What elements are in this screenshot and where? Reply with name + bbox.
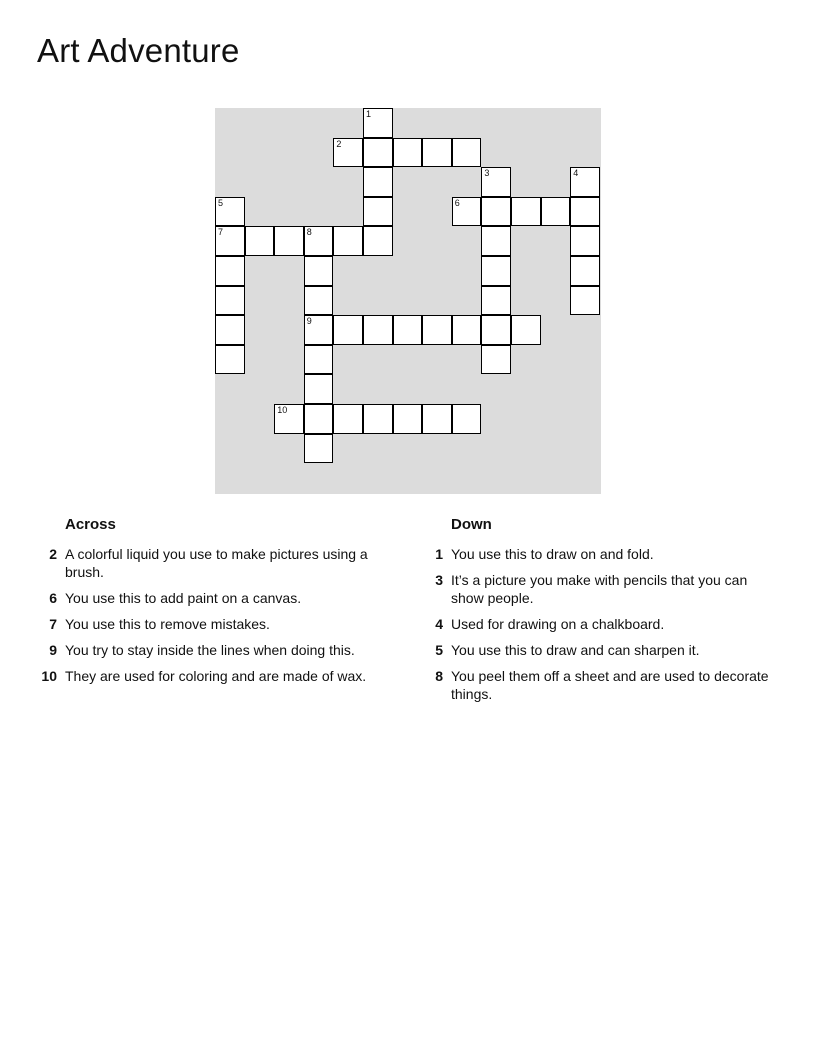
grid-cell[interactable] xyxy=(363,315,393,345)
grid-cell[interactable] xyxy=(304,345,334,375)
grid-cell[interactable] xyxy=(363,226,393,256)
down-clues xyxy=(423,516,783,711)
clue-number: 7 xyxy=(218,227,224,238)
across-heading: Across xyxy=(65,516,116,533)
grid-cell[interactable] xyxy=(570,256,600,286)
grid-cell[interactable] xyxy=(422,315,452,345)
grid-cell[interactable] xyxy=(363,108,393,138)
clue-number: 10 xyxy=(277,405,288,415)
clue-number: 3 xyxy=(484,168,490,179)
grid-cell[interactable] xyxy=(304,434,334,464)
clue-number: 4 xyxy=(573,168,579,179)
clue-number: 2 xyxy=(336,138,342,149)
clue-text: You use this to add paint on a canvas. xyxy=(65,590,302,606)
grid-cell[interactable] xyxy=(333,404,363,434)
grid-cell[interactable] xyxy=(215,345,245,375)
clue-number: 2 xyxy=(49,546,57,562)
grid-cell[interactable] xyxy=(481,256,511,286)
grid-cell[interactable] xyxy=(304,286,334,316)
grid-cell[interactable] xyxy=(393,404,423,434)
crossword-grid xyxy=(215,108,601,494)
page-title: Art Adventure xyxy=(37,32,240,69)
grid-cell[interactable] xyxy=(452,404,482,434)
grid-cell[interactable] xyxy=(452,315,482,345)
grid-cell[interactable] xyxy=(481,286,511,316)
grid-cell[interactable] xyxy=(481,345,511,375)
grid-cell[interactable] xyxy=(452,138,482,168)
grid-cell[interactable] xyxy=(274,404,304,434)
grid-cell[interactable] xyxy=(570,226,600,256)
across-clue xyxy=(37,545,387,581)
across-clues xyxy=(37,516,387,693)
clue-number: 4 xyxy=(435,616,443,632)
across-clue xyxy=(37,615,387,633)
across-clue xyxy=(37,667,387,685)
grid-cell[interactable] xyxy=(422,138,452,168)
across-clue xyxy=(37,641,387,659)
clue-text: Used for drawing on a chalkboard. xyxy=(451,616,665,632)
clue-number: 8 xyxy=(435,668,443,684)
clue-text: A colorful liquid you use to make pictures using a brush. xyxy=(65,546,368,580)
clue-number: 10 xyxy=(41,668,57,684)
grid-cell[interactable] xyxy=(333,315,363,345)
clue-text: They are used for coloring and are made of wax. xyxy=(65,668,367,684)
grid-cell[interactable] xyxy=(363,197,393,227)
grid-cell[interactable] xyxy=(333,226,363,256)
grid-cell[interactable] xyxy=(481,197,511,227)
grid-cell[interactable] xyxy=(215,226,245,256)
grid-cell[interactable] xyxy=(215,197,245,227)
clue-number: 5 xyxy=(218,197,224,208)
down-clue xyxy=(423,667,783,703)
grid-cell[interactable] xyxy=(363,138,393,168)
grid-cell[interactable] xyxy=(363,167,393,197)
down-clue xyxy=(423,615,783,633)
clue-number: 9 xyxy=(49,642,57,658)
clue-number: 6 xyxy=(49,590,57,606)
clue-number: 6 xyxy=(454,197,460,208)
grid-cell[interactable] xyxy=(304,226,334,256)
grid-cell[interactable] xyxy=(541,197,571,227)
grid-cell[interactable] xyxy=(304,315,334,345)
grid-cell[interactable] xyxy=(511,315,541,345)
grid-cell[interactable] xyxy=(215,286,245,316)
clue-number: 9 xyxy=(306,316,312,327)
grid-cell[interactable] xyxy=(393,138,423,168)
grid-cell[interactable] xyxy=(422,404,452,434)
across-clue xyxy=(37,589,387,607)
clue-number: 7 xyxy=(49,616,57,632)
down-clue xyxy=(423,571,783,607)
grid-cell[interactable] xyxy=(245,226,275,256)
down-heading: Down xyxy=(451,516,492,533)
clue-text: You peel them off a sheet and are used to decorate things. xyxy=(451,668,769,702)
down-clue xyxy=(423,641,783,659)
grid-cell[interactable] xyxy=(215,315,245,345)
across-clue-list xyxy=(37,545,387,685)
clue-text: You use this to draw on and fold. xyxy=(451,546,654,562)
clue-text: You use this to remove mistakes. xyxy=(65,616,270,632)
grid-cell[interactable] xyxy=(304,404,334,434)
grid-cell[interactable] xyxy=(481,315,511,345)
grid-cell[interactable] xyxy=(363,404,393,434)
grid-cell[interactable] xyxy=(570,197,600,227)
clue-text: You try to stay inside the lines when doing this. xyxy=(65,642,355,658)
grid-cell[interactable] xyxy=(304,256,334,286)
clue-number: 3 xyxy=(435,572,443,588)
clue-text: It’s a picture you make with pencils that you can show people. xyxy=(451,572,748,606)
grid-cell[interactable] xyxy=(274,226,304,256)
clue-number: 1 xyxy=(366,109,372,119)
clue-number: 5 xyxy=(435,642,443,658)
grid-cell[interactable] xyxy=(570,286,600,316)
grid-cell[interactable] xyxy=(304,374,334,404)
grid-cell[interactable] xyxy=(333,138,363,168)
clue-number: 1 xyxy=(435,546,443,562)
grid-cell[interactable] xyxy=(570,167,600,197)
clue-text: You use this to draw and can sharpen it. xyxy=(451,642,700,658)
grid-cell[interactable] xyxy=(481,167,511,197)
grid-cell[interactable] xyxy=(393,315,423,345)
down-clue-list xyxy=(423,545,783,703)
down-clue xyxy=(423,545,783,563)
grid-cell[interactable] xyxy=(481,226,511,256)
grid-cell[interactable] xyxy=(215,256,245,286)
grid-cell[interactable] xyxy=(511,197,541,227)
clue-number: 8 xyxy=(306,227,312,238)
grid-cell[interactable] xyxy=(452,197,482,227)
